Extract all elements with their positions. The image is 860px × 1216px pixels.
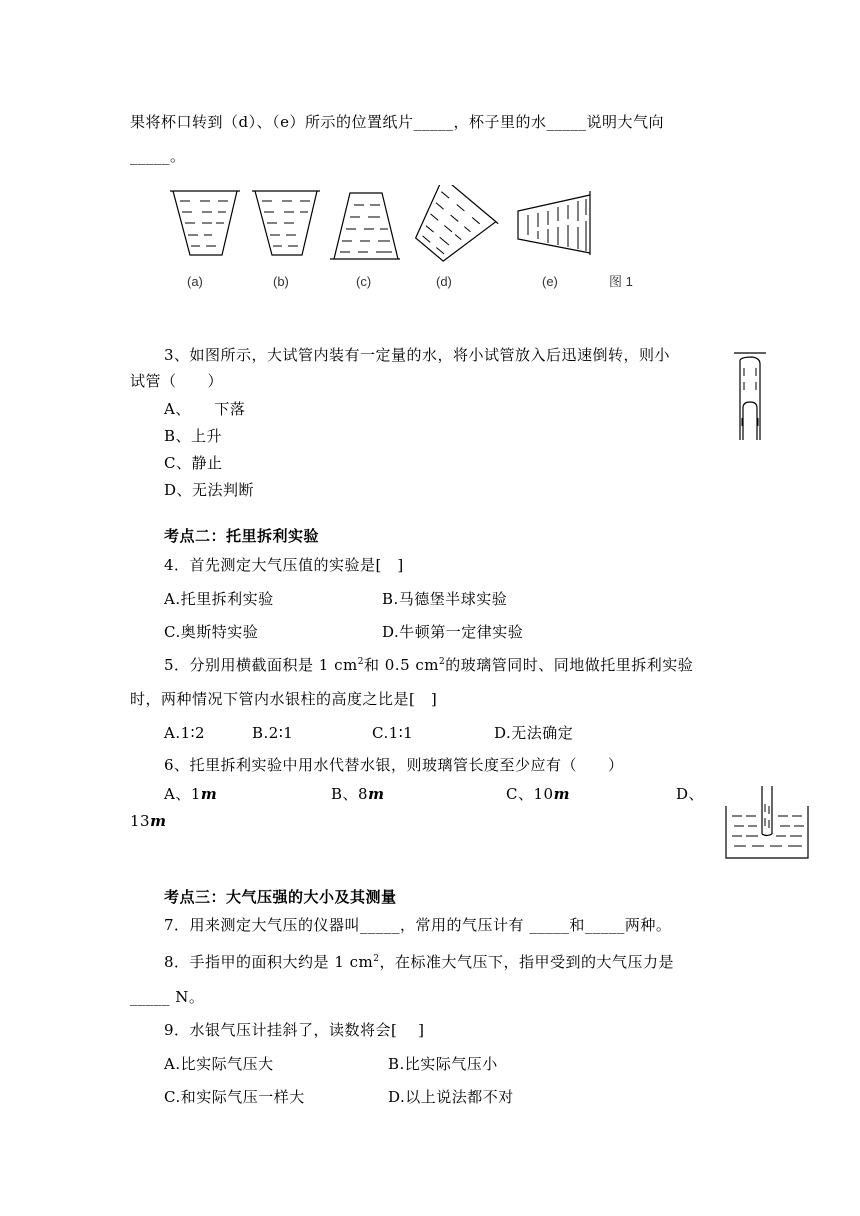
- intro-line-2: _____。: [130, 147, 186, 165]
- q6-option-b-value: B、8: [331, 785, 369, 803]
- q3-option-d: D、无法判断: [164, 481, 255, 499]
- q6-option-d-wrapped: [130, 811, 166, 831]
- q6-option-d-value: D、: [676, 785, 705, 803]
- q6-option-d-wrapped-value: 13: [130, 812, 151, 830]
- q6-option-b-unit: m: [368, 785, 385, 803]
- q6-option-b: [331, 784, 384, 804]
- q6-option-d: [676, 784, 704, 804]
- test-tube-figure: [732, 346, 772, 446]
- q4-stem: 4．首先测定大气压值的实验是[ ]: [164, 556, 404, 574]
- cup-d: [399, 185, 498, 265]
- q9-option-a: A.比实际气压大: [164, 1055, 274, 1073]
- figure-label-b: (b): [273, 274, 289, 289]
- q3-option-b: B、上升: [164, 427, 223, 445]
- q8-stem-line-1: [164, 952, 674, 972]
- q5-superscript-2: 2: [439, 657, 446, 667]
- q5-stem-line-1: [164, 655, 693, 675]
- q3-stem-line-2: 试管（ ）: [130, 372, 224, 390]
- cup-c: [330, 193, 400, 259]
- q5-superscript-1: 2: [357, 657, 364, 667]
- figure-label-c: (c): [356, 274, 372, 289]
- q6-stem: 6、托里拆利实验中用水代替水银，则玻璃管长度至少应有（ ）: [164, 756, 624, 774]
- q6-option-a-value: A、1: [164, 785, 201, 803]
- q5-stem-line-2: 时，两种情况下管内水银柱的高度之比是[ ]: [130, 690, 438, 708]
- q9-option-d: D.以上说法都不对: [388, 1088, 514, 1106]
- q5-option-a: A.1∶2: [164, 724, 206, 742]
- q3-option-c: C、静止: [164, 454, 223, 472]
- q6-option-c-unit: m: [553, 785, 570, 803]
- section-3-title: 考点三：大气压强的大小及其测量: [164, 888, 397, 906]
- q8-stem-part-1: 8．手指甲的面积大约是 1 cm: [164, 953, 374, 971]
- figure-label-a: (a): [187, 274, 203, 289]
- cup-b: [252, 191, 320, 255]
- cup-e: [518, 191, 590, 255]
- q9-option-b: B.比实际气压小: [388, 1055, 498, 1073]
- figure-caption: 图 1: [609, 274, 633, 289]
- q5-stem-part-1: 5．分别用横截面积是 1 cm: [164, 656, 358, 674]
- q4-option-b: B.马德堡半球实验: [382, 590, 508, 608]
- q6-option-d-wrapped-unit: m: [150, 812, 167, 830]
- q8-superscript: 2: [373, 954, 380, 964]
- q6-option-a: [164, 784, 217, 804]
- q8-stem-line-2: _____ N。: [130, 988, 205, 1006]
- q5-stem-part-3: 的玻璃管同时、同地做托里拆利实验: [445, 656, 694, 674]
- section-2-title: 考点二：托里拆利实验: [164, 527, 320, 545]
- q9-stem: 9．水银气压计挂斜了，读数将会[ ]: [164, 1021, 425, 1039]
- q3-stem-line-1: 3、如图所示，大试管内装有一定量的水，将小试管放入后迅速倒转，则小: [164, 346, 671, 364]
- figure-label-e: (e): [542, 274, 558, 289]
- figure-1-cups: [160, 185, 620, 265]
- beaker-tube-figure: [722, 784, 812, 864]
- q6-option-c: [506, 784, 570, 804]
- q5-option-d: D.无法确定: [494, 724, 574, 742]
- q6-option-a-unit: m: [200, 785, 218, 803]
- q5-option-c: C.1∶1: [372, 724, 414, 742]
- q7-stem: 7．用来测定大气压的仪器叫_____，常用的气压计有 _____和_____两种。: [164, 916, 672, 934]
- q4-option-a: A.托里拆利实验: [164, 590, 274, 608]
- cup-a: [170, 191, 240, 255]
- q3-option-a: A、 下落: [164, 400, 246, 418]
- q9-option-c: C.和实际气压一样大: [164, 1088, 305, 1106]
- q5-option-b: B.2∶1: [252, 724, 294, 742]
- q4-option-c: C.奥斯特实验: [164, 623, 259, 641]
- q6-option-c-value: C、10: [506, 785, 554, 803]
- q8-stem-part-2: ，在标准大气压下，指甲受到的大气压力是: [379, 953, 674, 971]
- q5-stem-part-2: 和 0.5 cm: [363, 656, 440, 674]
- q4-option-d: D.牛顿第一定律实验: [382, 623, 524, 641]
- figure-label-d: (d): [436, 274, 452, 289]
- intro-line-1: 果将杯口转到（d）、（e）所示的位置纸片_____，杯子里的水_____说明大气向: [130, 113, 664, 131]
